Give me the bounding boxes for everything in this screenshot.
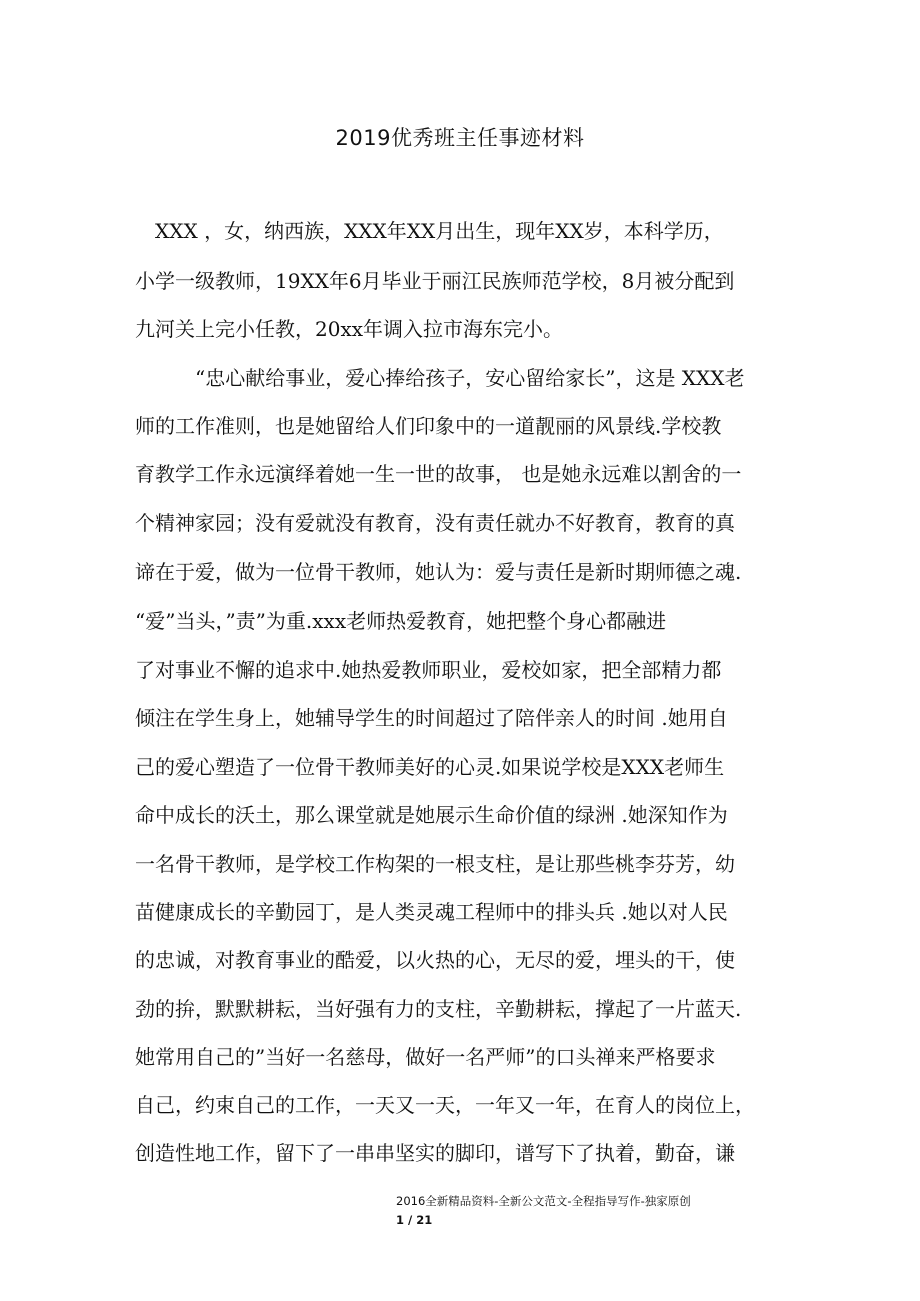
body-line: “忠心献给事业，爱心捧给孩子，安心留给家长”，这是 XXX老 (195, 366, 745, 390)
body-line: 劲的拚，默默耕耘，当好强有力的支柱，辛勤耕耘，撑起了一片蓝天. (135, 997, 742, 1021)
body-line: 苗健康成长的辛勤园丁，是人类灵魂工程师中的排头兵 .她以对人民 (135, 900, 728, 924)
body-line: 她常用自己的”当好一名慈母，做好一名严师”的口头禅来严格要求 (135, 1045, 716, 1069)
body-line: 小学一级教师，19XX年6月毕业于丽江民族师范学校，8月被分配到 (135, 269, 735, 293)
body-line: 一名骨干教师，是学校工作构架的一根支柱，是让那些桃李芬芳，幼 (135, 852, 735, 876)
page-number: 1 / 21 (396, 1213, 433, 1227)
body-line: 了对事业不懈的追求中.她热爱教师职业，爱校如家，把全部精力都 (135, 658, 722, 682)
body-line: XXX ，女，纳西族，XXX年XX月出生，现年XX岁，本科学历， (155, 219, 724, 243)
body-line: 九河关上完小任教，20xx年调入拉市海东完小。 (135, 317, 564, 341)
document-title: 2019优秀班主任事迹材料 (335, 126, 585, 150)
body-line: 个精神家园；没有爱就没有教育，没有责任就办不好教育，教育的真 (135, 511, 735, 535)
body-line: 师的工作准则，也是她留给人们印象中的一道靓丽的风景线.学校教 (135, 414, 722, 438)
body-line: 己的爱心塑造了一位骨干教师美好的心灵.如果说学校是XXX老师生 (135, 755, 725, 779)
body-line: 谛在于爱，做为一位骨干教师，她认为：爱与责任是新时期师德之魂. (135, 560, 742, 584)
body-line: 自己，约束自己的工作，一天又一天，一年又一年，在育人的岗位上， (135, 1093, 755, 1117)
body-line: 倾注在学生身上，她辅导学生的时间超过了陪伴亲人的时间 .她用自 (135, 706, 728, 730)
body-line: 育教学工作永远演绎着她一生一世的故事， 也是她永远难以割舍的一 (135, 462, 742, 486)
body-line: “爱”当头，”责”为重.xxx老师热爱教育，她把整个身心都融进 (135, 609, 667, 633)
body-line: 的忠诚，对教育事业的酷爱，以火热的心，无尽的爱，埋头的干，使 (135, 948, 735, 972)
body-line: 创造性地工作，留下了一串串坚实的脚印，谱写下了执着，勤奋，谦 (135, 1141, 735, 1165)
body-line: 命中成长的沃土，那么课堂就是她展示生命价值的绿洲 .她深知作为 (135, 803, 728, 827)
footer-caption: 2016全新精品资料-全新公文范文-全程指导写作-独家原创 (396, 1194, 691, 1208)
